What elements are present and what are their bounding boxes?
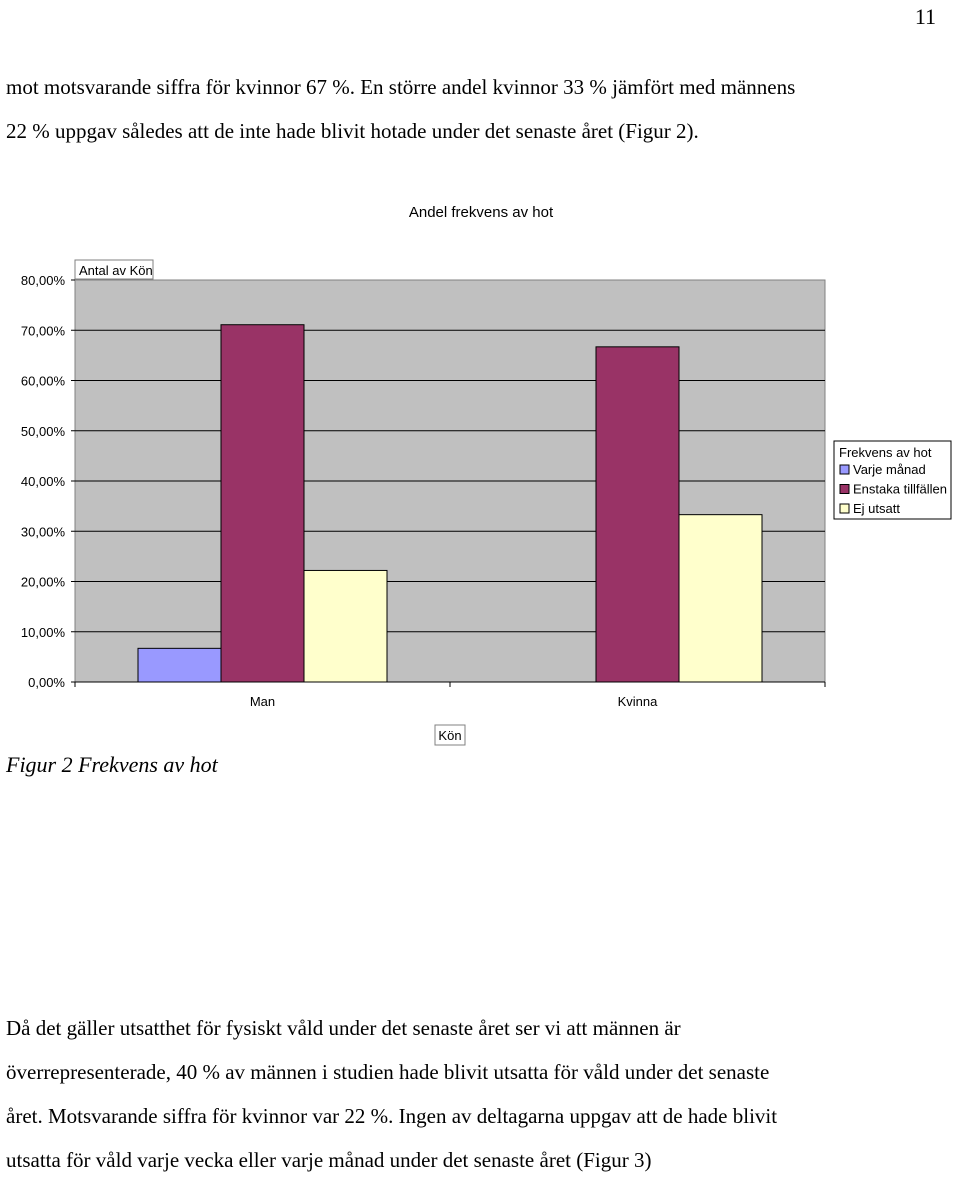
chart-title: Andel frekvens av hot (408, 204, 554, 221)
y-tick-label: 50,00% (20, 423, 65, 439)
text-line: Då det gäller utsatthet för fysiskt våld under det senaste året ser vi att männen är (6, 1016, 681, 1040)
legend-entry: Enstaka tillfällen (853, 481, 947, 497)
y-tick-label: 0,00% (28, 675, 65, 690)
paragraph-1 (6, 65, 951, 153)
legend-entry: Varje månad (853, 462, 926, 477)
bar (138, 648, 221, 682)
text-line: utsatta för våld varje vecka eller varje månad under det senaste året (Figur 3) (6, 1148, 652, 1172)
x-category-label: Kvinna (617, 694, 658, 709)
x-axis-field-button[interactable] (435, 725, 465, 745)
legend-swatch (840, 465, 849, 474)
text-line: överrepresenterade, 40 % av männen i studien hade blivit utsatta för våld under det senaste (6, 1060, 770, 1084)
y-axis-tick-labels (21, 273, 66, 690)
text-line: mot motsvarande siffra för kvinnor 67 %. En större andel kvinnor 33 % jämfört med männens (6, 75, 796, 99)
text-line: året. Motsvarande siffra för kvinnor var 22 %. Ingen av deltagarna uppgav att de hade blivit (6, 1104, 778, 1128)
legend-swatch (840, 485, 849, 494)
figure-caption: Figur 2 Frekvens av hot (6, 752, 218, 777)
legend (834, 441, 951, 519)
y-tick-label: 40,00% (20, 474, 65, 489)
x-axis-label: Kön (438, 728, 462, 743)
text-line: 22 % uppgav således att de inte hade blivit hotade under det senaste året (Figur 2). (6, 119, 699, 143)
legend-title: Frekvens av hot (839, 445, 932, 460)
bar (221, 325, 304, 682)
page-field-button[interactable] (75, 260, 153, 279)
bar (679, 515, 762, 682)
y-tick-label: 30,00% (20, 524, 65, 540)
bar (304, 570, 387, 682)
bar (596, 347, 679, 682)
bar-chart (0, 190, 960, 750)
legend-swatch (840, 504, 849, 513)
y-tick-label: 60,00% (20, 373, 65, 389)
x-axis-category-labels (250, 694, 658, 709)
y-tick-label: 80,00% (20, 273, 65, 288)
page-field-label: Antal av Kön (79, 263, 153, 278)
y-tick-label: 70,00% (20, 323, 65, 339)
y-tick-label: 10,00% (20, 624, 65, 640)
y-tick-label: 20,00% (20, 574, 65, 590)
page-number: 11 (914, 4, 936, 29)
paragraph-2 (6, 1006, 951, 1182)
legend-entry: Ej utsatt (853, 501, 900, 516)
x-category-label: Man (249, 694, 276, 709)
